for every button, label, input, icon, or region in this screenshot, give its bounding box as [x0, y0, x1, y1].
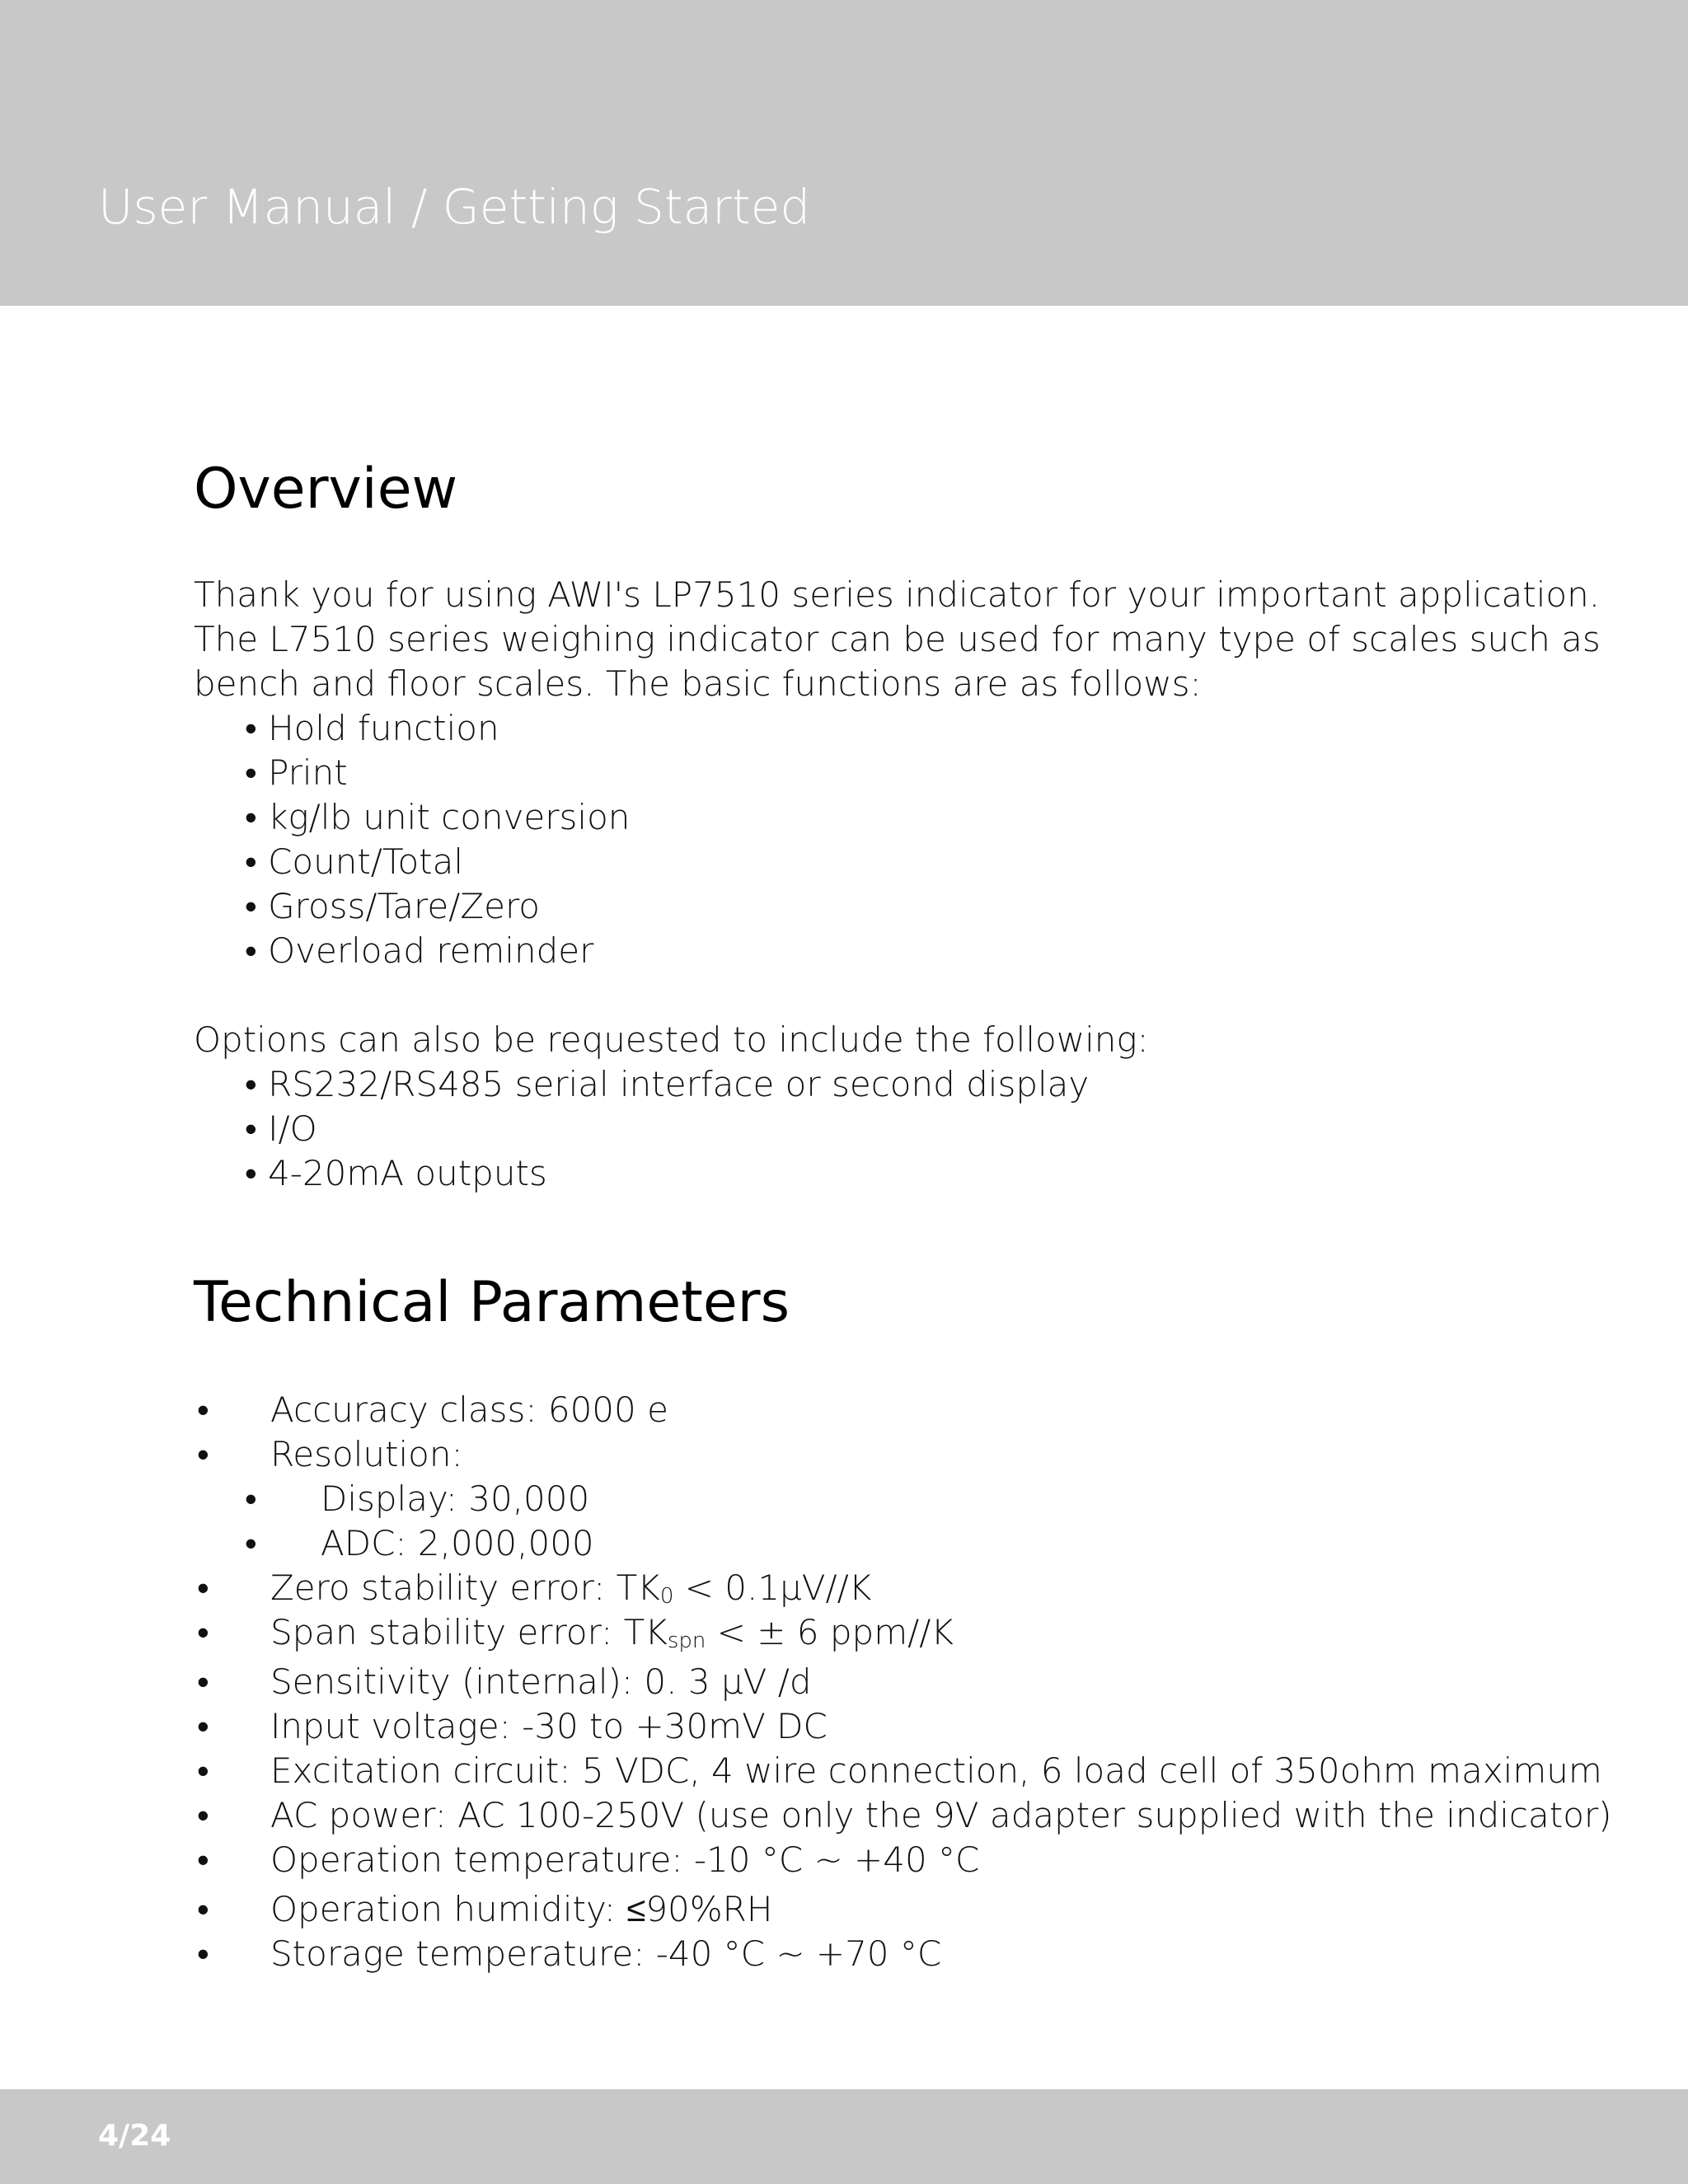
list-item: • Excitation circuit: 5 VDC, 4 wire connection, 6 load cell of 350ohm maximum	[194, 1749, 1554, 1793]
list-item: • Count/Total	[245, 840, 1601, 884]
bullet-icon: •	[245, 1153, 257, 1193]
bullet-icon: •	[245, 752, 257, 793]
intro-line-1: Thank you for using AWI's LP7510 series indicator for your important application.	[194, 574, 1601, 615]
bullet-icon: •	[197, 1661, 209, 1702]
header-title: User Manual / Getting Started	[98, 179, 811, 235]
footer-band	[0, 2089, 1688, 2184]
bullet-icon: •	[245, 708, 257, 748]
bullet-icon: •	[245, 886, 257, 926]
header-band	[0, 0, 1688, 306]
intro-line-3: bench and floor scales. The basic functions are as follows:	[194, 663, 1202, 704]
bullet-icon: •	[245, 841, 257, 882]
overview-heading: Overview	[194, 457, 458, 522]
technical-parameters-list	[194, 1388, 1612, 1976]
bullet-icon: •	[245, 1523, 257, 1563]
list-item: • Zero stability error: $TK_0 < 0.1\mu V//K$	[197, 1568, 872, 1609]
options-intro: Options can also be requested to include the following:	[194, 1019, 1149, 1060]
bullet-icon: •	[245, 1064, 257, 1104]
bullet-icon: •	[245, 930, 257, 971]
bullet-icon: •	[197, 1706, 209, 1746]
list-item: • Operation temperature: -10 °C ~ +40 °C	[194, 1838, 1554, 1882]
list-item: • Hold function	[245, 706, 1601, 751]
intro-line-2: The L7510 series weighing indicator can be used for many type of scales such as	[194, 619, 1601, 659]
list-item: • Input voltage: -30 to +30mV DC	[194, 1704, 1554, 1749]
bullet-icon: •	[245, 1108, 257, 1149]
list-item: • Resolution:	[194, 1432, 1554, 1477]
bullet-icon: •	[245, 1479, 257, 1519]
list-item: • kg/lb unit conversion	[245, 795, 1601, 840]
list-item: • I/O	[245, 1107, 1601, 1151]
list-item: • Display: 30,000	[194, 1477, 1554, 1521]
bullet-icon: •	[197, 1750, 209, 1791]
list-item: • ADC: 2,000,000	[194, 1521, 1554, 1566]
bullet-icon: •	[197, 1795, 209, 1835]
bullet-icon: •	[197, 1434, 209, 1474]
list-item: • Sensitivity (internal): 0. 3 µV /d	[194, 1660, 1554, 1704]
list-item: • Span stability error: $TK_{spn}$ < ± 6 ppm//K	[197, 1612, 954, 1653]
options-list	[245, 1062, 1601, 1196]
list-item: • Operation humidity: ≤90%RH	[194, 1887, 1554, 1932]
bullet-icon: •	[197, 1840, 209, 1880]
list-item: • AC power: AC 100-250V (use only the 9V adapter supplied with the indicator)	[194, 1793, 1554, 1838]
technical-heading: Technical Parameters	[194, 1270, 790, 1335]
list-item: • 4-20mA outputs	[245, 1151, 1601, 1196]
list-item: • RS232/RS485 serial interface or second display	[245, 1062, 1601, 1107]
bullet-icon: •	[197, 1390, 209, 1430]
spacer	[194, 973, 1601, 1018]
list-item: • Gross/Tare/Zero	[245, 884, 1601, 929]
overview-section	[194, 573, 1601, 1196]
bullet-icon: •	[197, 1933, 209, 1974]
page-number: 4/24	[98, 2119, 171, 2153]
bullet-icon: •	[245, 797, 257, 837]
functions-list	[245, 706, 1601, 973]
list-item: • Print	[245, 751, 1601, 795]
bullet-icon: •	[197, 1568, 209, 1608]
bullet-icon: •	[197, 1889, 209, 1929]
list-item: • Accuracy class: 6000 e	[194, 1388, 1554, 1432]
list-item: • Overload reminder	[245, 929, 1601, 973]
bullet-icon: •	[197, 1612, 209, 1652]
list-item: • Storage temperature: -40 °C ~ +70 °C	[194, 1932, 1554, 1976]
